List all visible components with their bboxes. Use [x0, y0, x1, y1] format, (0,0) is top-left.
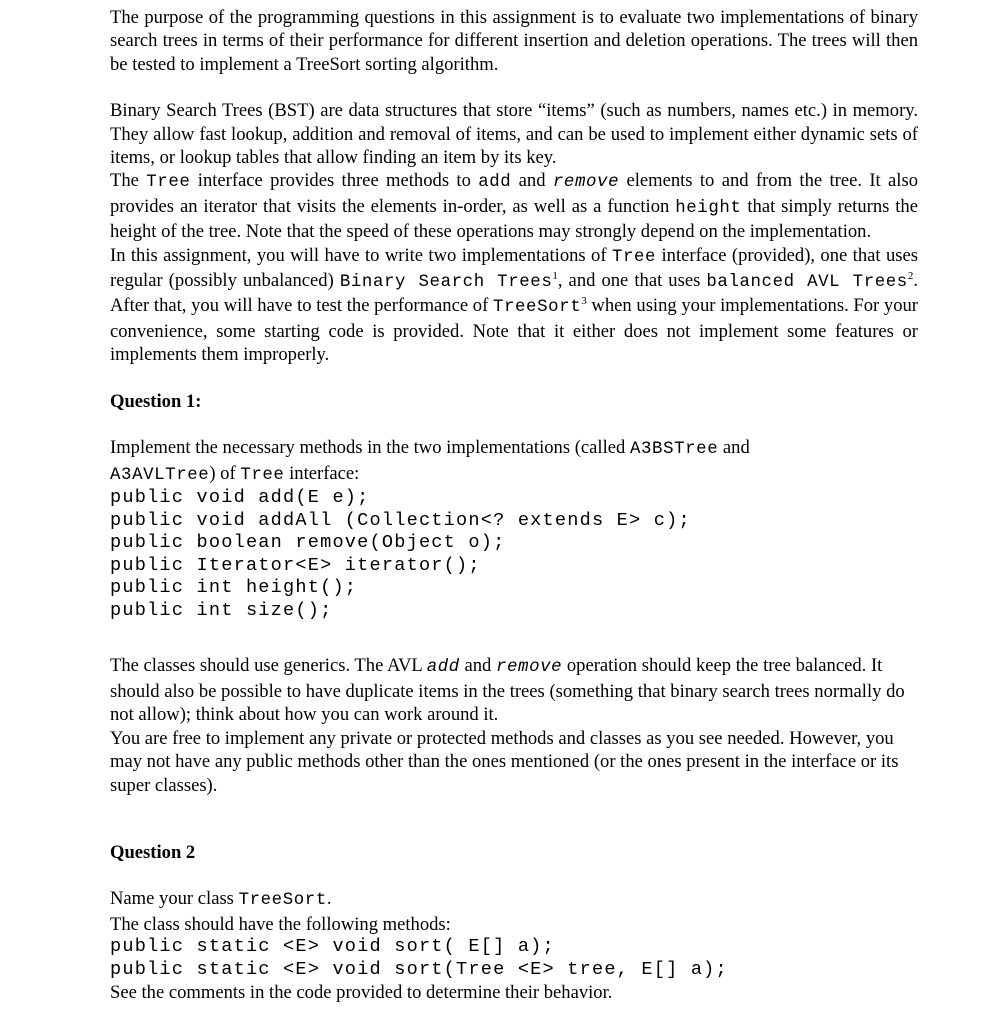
- text-run: ) of: [209, 462, 241, 484]
- code-tree: Tree: [240, 465, 285, 485]
- question-2-methods-intro: The class should have the following methods:: [110, 913, 451, 935]
- text-run: when using your implementations. For your convenience, some starting code is provided. Note that it either does not implement some features or implements them improperly.: [110, 295, 918, 366]
- spacer: [110, 413, 918, 436]
- code-height: height: [675, 198, 742, 218]
- question-1-heading: Question 1:: [110, 390, 202, 412]
- code-tree: Tree: [611, 247, 657, 267]
- question-1-code-block: [110, 487, 918, 623]
- text-run: that simply returns the height of the tree. Note that the speed of these operations may strongly depend on the implementation.: [110, 195, 918, 243]
- code-treesort: TreeSort: [238, 891, 327, 911]
- question-1-paragraph-2: [110, 654, 918, 726]
- code-add: add: [426, 658, 460, 678]
- code-a3bstree: A3BSTree: [629, 440, 719, 460]
- code-line: public boolean remove(Object o);: [110, 532, 506, 554]
- code-line: public Iterator<E> iterator();: [110, 554, 481, 576]
- spacer: [110, 367, 918, 390]
- bst-paragraph-3: [110, 244, 918, 367]
- question-1-paragraph-3: You are free to implement any private or protected methods and classes as you see needed. However, you may not have any public methods other than the ones mentioned (or the ones present in the interface or its super classes).: [110, 727, 899, 796]
- code-remove: remove: [552, 173, 620, 193]
- question-2-class-name: [110, 887, 918, 912]
- text-run: Name your class: [110, 888, 239, 910]
- text-run: interface (provided), one that uses regular (possibly unbalanced): [110, 244, 918, 292]
- text-run: and: [511, 170, 553, 192]
- text-run: In this assignment, you will have to write two implementations of: [110, 244, 612, 266]
- footnote-ref-1: 1: [552, 270, 558, 283]
- text-run: The: [110, 170, 147, 192]
- question-1-intro: [110, 436, 810, 487]
- code-remove: remove: [495, 658, 563, 678]
- text-run: Implement the necessary methods in the two implementations (called: [110, 437, 630, 459]
- spacer: [110, 622, 918, 654]
- footnote-ref-2: 2: [907, 270, 914, 283]
- bst-paragraph-1: Binary Search Trees (BST) are data structures that store “items” (such as numbers, names etc.) in memory. They allow fast lookup, addition and removal of items, and can be used to implement either dynamic sets of items, or lookup tables that allow finding an item by its key.: [110, 100, 918, 169]
- text-run: The classes should use generics. The AVL: [110, 655, 427, 677]
- code-a3avltree: A3AVLTree: [110, 465, 210, 485]
- bst-paragraph-2: [110, 169, 918, 243]
- code-add: add: [478, 173, 512, 193]
- code-line: public void addAll (Collection<? extends E> c);: [110, 509, 691, 531]
- footnote-ref-3: 3: [581, 295, 587, 308]
- spacer: [110, 864, 918, 887]
- text-run: , and one that uses: [557, 270, 707, 292]
- intro-paragraph: The purpose of the programming questions in this assignment is to evaluate two implementations of binary search trees in terms of their performance for different insertion and deletion operations. The trees will then be tested to implement a TreeSort sorting algorithm.: [110, 7, 918, 75]
- code-line: public int height();: [110, 577, 358, 599]
- text-run: . After that, you will have to test the performance of: [110, 270, 918, 317]
- question-2-code-block: [110, 936, 918, 981]
- spacer: [110, 76, 918, 99]
- spacer: [110, 797, 918, 841]
- text-run: interface:: [284, 462, 360, 484]
- text-run: elements to and from the tree. It also provides an iterator that visits the elements in-order, as well as a function: [110, 170, 918, 217]
- text-run: interface provides three methods to: [190, 170, 479, 192]
- code-line: public int size();: [110, 599, 333, 621]
- code-line: public static <E> void sort( E[] a);: [110, 936, 555, 958]
- text-run: operation should keep the tree balanced. It should also be possible to have duplicate items in the trees (something that binary search trees normally do not allow); think about how you can work around it.: [110, 655, 905, 726]
- text-run: and: [718, 437, 750, 459]
- code-treesort: TreeSort: [492, 298, 582, 318]
- code-line: public void add(E e);: [110, 486, 370, 508]
- code-binary-search-trees: Binary Search Trees: [339, 273, 553, 293]
- code-balanced-avl-trees: balanced AVL Trees: [706, 273, 908, 293]
- code-tree: Tree: [146, 173, 191, 193]
- code-line: public static <E> void sort(Tree <E> tree, E[] a);: [110, 958, 728, 980]
- document-page: [110, 6, 918, 1005]
- text-run: .: [326, 888, 332, 910]
- question-2-footer: See the comments in the code provided to determine their behavior.: [110, 982, 613, 1004]
- question-2-heading: Question 2: [110, 841, 196, 863]
- text-run: and: [459, 655, 496, 677]
